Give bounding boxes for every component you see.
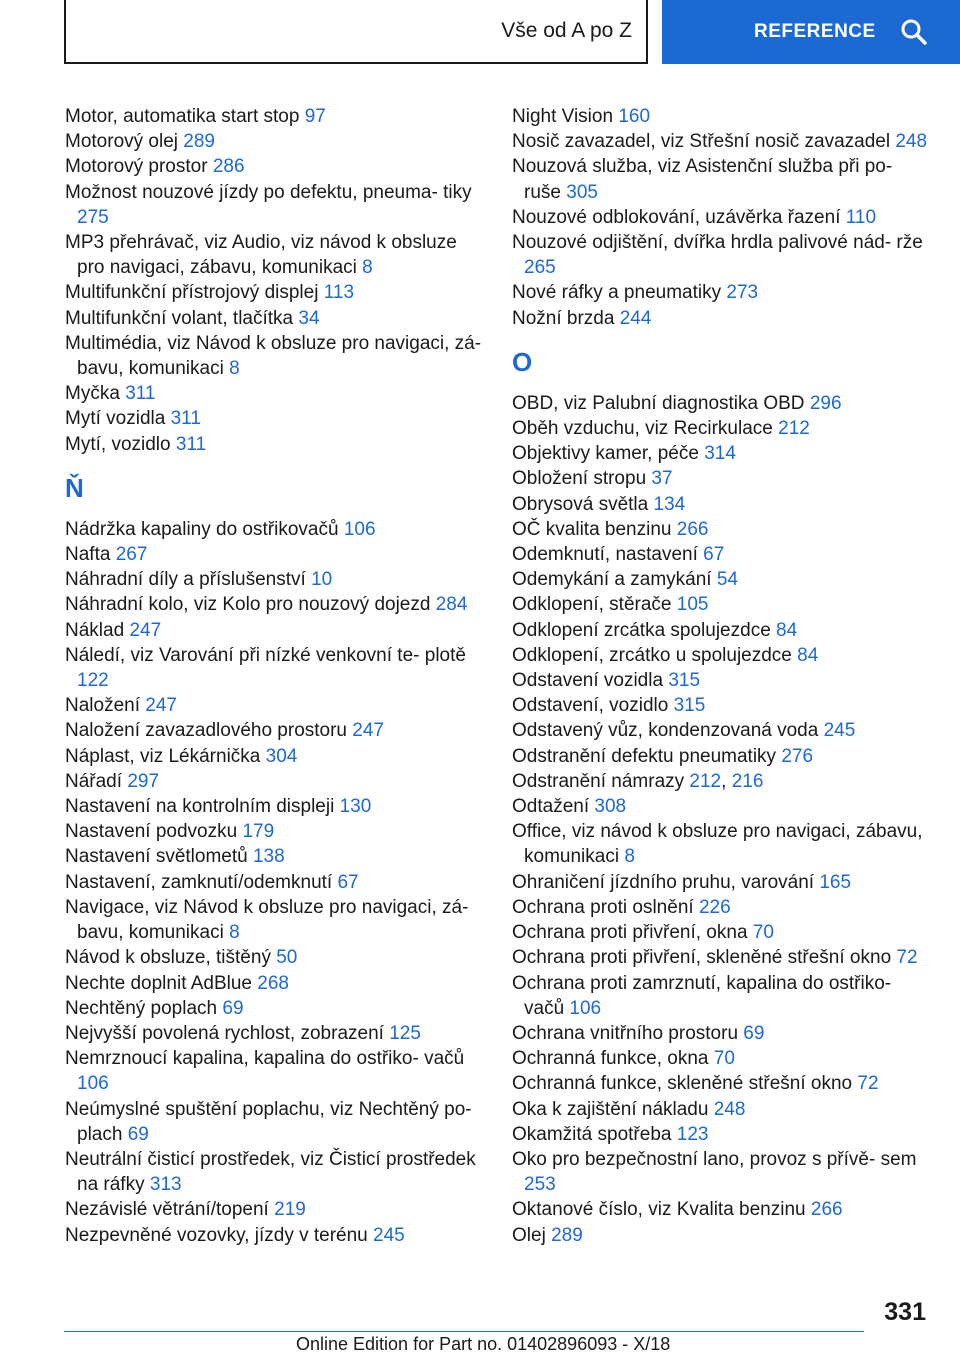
index-letter-heading: Ň: [65, 472, 84, 503]
index-entry: [65, 1021, 485, 1046]
page-reference-link[interactable]: 289: [183, 131, 215, 153]
index-entry-text: Nosič zavazadel, viz Střešní nosič zavazadel: [512, 131, 891, 153]
page-reference-link[interactable]: 84: [776, 619, 798, 641]
page-reference-link[interactable]: 266: [676, 518, 709, 540]
page-reference-link[interactable]: 311: [125, 383, 156, 405]
page-reference-link[interactable]: 179: [242, 821, 275, 843]
index-entry: [512, 744, 932, 769]
page-reference-link[interactable]: 296: [809, 392, 842, 414]
index-entry: [65, 180, 485, 230]
index-entry-text: Ochrana proti přivření, skleněné střešní okno: [512, 947, 892, 969]
page-reference-link[interactable]: 72: [857, 1073, 879, 1095]
index-entry-text: Odemykání a zamykání: [512, 569, 712, 591]
index-entry: [512, 1223, 932, 1248]
index-entry: [65, 1197, 485, 1222]
index-entry-text: Ochrana proti přivření, okna: [512, 922, 748, 944]
index-entry: [512, 870, 932, 895]
index-entry: [65, 1097, 485, 1147]
page-reference-link[interactable]: 69: [222, 997, 244, 1019]
index-entry: [512, 280, 932, 305]
index-entry-text: Náhradní díly a příslušenství: [65, 569, 306, 591]
index-entry: [512, 1071, 932, 1096]
index-entry: [512, 104, 932, 129]
index-entry: [65, 230, 485, 280]
page-reference-link[interactable]: 212: [778, 418, 810, 440]
index-entry-text: Náledí, viz Varování při nízké venkovní te‐ plotě: [65, 644, 466, 666]
page-reference-link[interactable]: 37: [651, 468, 673, 490]
index-entry-text: Multimédia, viz Návod k obsluze pro navigaci, zá‐ bavu, komunikaci: [65, 332, 482, 380]
page-reference-link[interactable]: 69: [743, 1022, 765, 1044]
index-entry: [512, 618, 932, 643]
index-entry-text: Naložení: [65, 695, 140, 717]
page-reference-link[interactable]: 266: [810, 1199, 843, 1221]
page-reference-link[interactable]: 34: [298, 307, 320, 329]
index-entry: [65, 104, 485, 129]
index-entry: [65, 331, 485, 381]
page-reference-link[interactable]: 248: [713, 1098, 746, 1120]
index-entry-text: Nastavení, zamknutí/odemknutí: [65, 871, 333, 893]
footer-edition-text: Online Edition for Part no. 01402896093 - X/18: [296, 1334, 671, 1354]
index-entry-text: MP3 přehrávač, viz Audio, viz návod k obsluze pro navigaci, zábavu, komunikaci: [65, 232, 457, 279]
index-entry-text: Návod k obsluze, tištěný: [65, 947, 271, 969]
page-reference-link[interactable]: 8: [229, 358, 240, 380]
page-reference-link[interactable]: 244: [619, 307, 652, 329]
page-reference-link[interactable]: 105: [676, 594, 709, 616]
index-entry-text: Náklad: [65, 619, 125, 641]
index-entry: [65, 945, 485, 970]
index-entry-text: Objektivy kamer, péče: [512, 443, 699, 465]
page-reference-link[interactable]: 304: [265, 745, 298, 767]
page-reference-link[interactable]: 125: [389, 1022, 421, 1044]
index-entry: [65, 844, 485, 869]
index-entry: [65, 895, 485, 945]
page-reference-link[interactable]: 216: [731, 770, 764, 792]
index-entry: [65, 432, 485, 457]
index-entry: [512, 391, 932, 416]
index-entry-text: Oběh vzduchu, viz Recirkulace: [512, 418, 773, 440]
page-reference-link[interactable]: 248: [895, 131, 928, 153]
index-entry-text: Náhradní kolo, viz Kolo pro nouzový dojezd: [65, 594, 431, 616]
page-reference-link[interactable]: 8: [229, 922, 240, 944]
index-entry: [512, 416, 932, 441]
index-entry: [512, 794, 932, 819]
page-reference-link[interactable]: 160: [618, 106, 651, 127]
page-reference-link[interactable]: 72: [896, 947, 918, 969]
index-entry: [512, 1097, 932, 1122]
index-entry-text: Night Vision: [512, 106, 614, 127]
header-section-title: [64, 0, 648, 64]
index-entry-text: Odemknutí, nastavení: [512, 544, 698, 566]
index-entry: [512, 718, 932, 743]
page-reference-link[interactable]: 265: [524, 257, 556, 279]
index-entry-text: OBD, viz Palubní diagnostika OBD: [512, 392, 805, 414]
page-reference-link[interactable]: 106: [77, 1073, 109, 1095]
index-entry-text: Obložení stropu: [512, 468, 647, 490]
header-reference-tab[interactable]: [662, 0, 960, 64]
index-entry-text: Odstranění námrazy: [512, 770, 685, 792]
index-entry-text: OČ kvalita benzinu: [512, 518, 672, 540]
page-reference-link[interactable]: 134: [653, 493, 686, 515]
index-column-left: [65, 104, 485, 1248]
index-entry-text: Nastavení na kontrolním displeji: [65, 796, 335, 818]
index-entry-text: Odklopení, zrcátko u spolujezdce: [512, 644, 792, 666]
page-reference-link[interactable]: 123: [676, 1123, 709, 1145]
index-entry-text: Neúmyslné spuštění poplachu, viz Nechtěný po‐ plach: [65, 1098, 472, 1145]
index-entry: [65, 693, 485, 718]
index-entry-text: Odstavení vozidla: [512, 670, 664, 692]
index-entry: [512, 517, 932, 542]
page-reference-link[interactable]: 54: [716, 569, 739, 591]
index-entry: [512, 466, 932, 491]
page-reference-link[interactable]: 313: [149, 1174, 182, 1196]
index-entry-text: Možnost nouzové jízdy po defektu, pneuma‐ tiky: [65, 181, 472, 203]
page-reference-link[interactable]: 226: [698, 896, 731, 918]
index-entry: [512, 592, 932, 617]
page-reference-link[interactable]: 314: [704, 443, 736, 465]
page-reference-link[interactable]: 275: [77, 206, 109, 228]
index-entry-text: Nouzová služba, viz Asistenční služba při po‐ ruše: [512, 156, 893, 203]
index-entry: [65, 1046, 485, 1096]
index-entry-text: Multifunkční volant, tlačítka: [65, 307, 294, 329]
index-entry: [512, 441, 932, 466]
index-entry-text: Nemrznoucí kapalina, kapalina do ostřiko‐ vačů: [65, 1048, 465, 1070]
index-entry: [65, 406, 485, 431]
index-entry: [512, 895, 932, 920]
index-entry-text: Odstavení, vozidlo: [512, 695, 669, 717]
index-entry-text: Odklopení, stěrače: [512, 594, 672, 616]
index-entry: [512, 542, 932, 567]
index-entry: [512, 1147, 932, 1197]
index-entry: [512, 129, 932, 154]
page-reference-link[interactable]: 8: [362, 257, 373, 279]
page-reference-link[interactable]: 130: [339, 796, 372, 818]
index-entry-text: Mytí, vozidlo: [65, 433, 171, 455]
page-reference-link[interactable]: 70: [752, 922, 774, 944]
index-entry-text: Olej: [512, 1224, 546, 1246]
index-entry: [65, 744, 485, 769]
index-entry-text: Nové ráfky a pneumatiky: [512, 282, 722, 304]
index-entry: [512, 819, 932, 869]
search-icon[interactable]: [900, 18, 928, 46]
page-reference-link[interactable]: 247: [145, 695, 177, 717]
footer-divider: [64, 1331, 864, 1332]
index-entry-text: Odtažení: [512, 796, 590, 818]
index-letter-heading: O: [512, 346, 533, 377]
page-reference-link[interactable]: 273: [726, 282, 759, 304]
index-entry-text: Myčka: [65, 383, 120, 405]
index-entry-text: Nastavení světlometů: [65, 846, 248, 868]
index-entry-text: Nářadí: [65, 770, 123, 792]
index-entry-text: Nezpevněné vozovky, jízdy v terénu: [65, 1224, 368, 1246]
index-entry-text: Ochrana proti oslnění: [512, 896, 694, 918]
page-reference-link[interactable]: 297: [127, 770, 160, 792]
index-entry-text: Oka k zajištění nákladu: [512, 1098, 709, 1120]
index-entry-text: Mytí vozidla: [65, 408, 166, 430]
index-entry-text: Ochranná funkce, skleněné střešní okno: [512, 1073, 853, 1095]
index-entry: [65, 567, 485, 592]
index-entry: [65, 769, 485, 794]
page-reference-link[interactable]: 67: [337, 871, 359, 893]
page-reference-link[interactable]: 113: [323, 282, 355, 304]
index-entry-text: Odklopení zrcátka spolujezdce: [512, 619, 771, 641]
section-title: Vše od A po Z: [501, 19, 632, 42]
index-entry-text: Nejvyšší povolená rychlost, zobrazení: [65, 1022, 384, 1044]
page-reference-link[interactable]: 315: [673, 695, 706, 717]
index-entry-text: Okamžitá spotřeba: [512, 1123, 672, 1145]
page-reference-link[interactable]: 138: [252, 846, 285, 868]
index-entry: [512, 1046, 932, 1071]
page-reference-link[interactable]: 10: [311, 569, 333, 591]
index-entry: [65, 154, 485, 179]
index-entry: [512, 668, 932, 693]
index-entry-text: Nožní brzda: [512, 307, 615, 329]
index-entry: [65, 643, 485, 693]
index-entry: [65, 819, 485, 844]
index-entry-text: Oktanové číslo, viz Kvalita benzinu: [512, 1199, 806, 1221]
index-entry: [512, 492, 932, 517]
index-entry-text: Multifunkční přístrojový displej: [65, 282, 319, 304]
page-reference-link[interactable]: 122: [77, 670, 109, 692]
page-reference-link[interactable]: 84: [797, 644, 819, 666]
page-reference-link[interactable]: 276: [781, 745, 814, 767]
page-reference-link[interactable]: 315: [668, 670, 701, 692]
index-entry-text: Ochranná funkce, okna: [512, 1048, 709, 1070]
page-reference-link[interactable]: 69: [127, 1123, 149, 1145]
page-reference-link[interactable]: 110: [845, 206, 877, 228]
page-reference-link[interactable]: 286: [212, 156, 245, 178]
index-entry: [512, 205, 932, 230]
index-entry: [512, 230, 932, 280]
index-entry-text: Nechtěný poplach: [65, 997, 218, 1019]
index-entry-text: Motorový prostor: [65, 156, 208, 178]
index-entry-text: Oko pro bezpečnostní lano, provoz s přívě‐ sem: [512, 1148, 917, 1170]
page-reference-link[interactable]: 311: [170, 408, 201, 430]
index-entry: [65, 870, 485, 895]
index-entry-text: Office, viz návod k obsluze pro navigaci, zábavu, komunikaci: [512, 821, 923, 868]
index-entry-text: Motor, automatika start stop: [65, 106, 300, 127]
index-entry-text: Navigace, viz Návod k obsluze pro navigaci, zá‐ bavu, komunikaci: [65, 896, 469, 944]
index-entry: [65, 592, 485, 617]
page-reference-link[interactable]: 247: [129, 619, 162, 641]
index-entry-text: Neutrální čisticí prostředek, viz Čisticí prostředek na ráfky: [65, 1148, 476, 1196]
index-entry: Odstranění námrazy 212, 216: [512, 770, 764, 792]
index-entry: [512, 567, 932, 592]
index-column-right: [512, 104, 932, 1248]
page-reference-link[interactable]: 289: [551, 1224, 583, 1246]
page-reference-link[interactable]: 106: [569, 997, 602, 1019]
index-entry-text: Nafta: [65, 544, 111, 566]
index-entry-text: Odstavený vůz, kondenzovaná voda: [512, 720, 819, 742]
page-reference-link[interactable]: 308: [594, 796, 627, 818]
index-entry-text: Naložení zavazadlového prostoru: [65, 720, 348, 742]
index-entry: [512, 1021, 932, 1046]
reference-label: REFERENCE: [754, 21, 876, 42]
index-entry: [65, 381, 485, 406]
index-entry-text: Ohraničení jízdního pruhu, varování: [512, 871, 815, 893]
page-reference-link[interactable]: 70: [713, 1048, 735, 1070]
index-entry-text: Nouzové odjištění, dvířka hrdla palivové nád‐ rže: [512, 232, 923, 254]
index-entry-text: Náplast, viz Lékárnička: [65, 745, 261, 767]
index-entry: [65, 306, 485, 331]
page-reference-link[interactable]: 305: [566, 181, 598, 203]
index-entry: [512, 693, 932, 718]
index-entry: [512, 306, 932, 331]
page-reference-link[interactable]: 245: [823, 720, 856, 742]
page-reference-link[interactable]: 106: [343, 518, 376, 540]
page-reference-link[interactable]: 245: [373, 1224, 405, 1246]
page-reference-link[interactable]: 284: [435, 594, 468, 616]
index-entry: [512, 154, 932, 204]
index-entry: [512, 920, 932, 945]
page-reference-link[interactable]: 253: [524, 1174, 556, 1196]
index-entry-text: Nezávislé větrání/topení: [65, 1199, 269, 1221]
page-reference-link[interactable]: 212: [689, 770, 722, 792]
index-entry: [65, 1223, 485, 1248]
page-reference-link[interactable]: 8: [624, 846, 635, 868]
index-entry: [65, 718, 485, 743]
index-entry: [512, 1197, 932, 1222]
index-entry-text: Nechte doplnit AdBlue: [65, 972, 252, 994]
index-entry: [65, 971, 485, 996]
page-reference-link[interactable]: 50: [276, 947, 298, 969]
index-entry-text: Obrysová světla: [512, 493, 649, 515]
index-entry: [65, 618, 485, 643]
page-number: 331: [884, 1298, 926, 1326]
index-entry-text: Motorový olej: [65, 131, 178, 153]
index-entry: [512, 643, 932, 668]
page-reference-link[interactable]: 311: [175, 433, 207, 455]
page-reference-link[interactable]: 247: [352, 720, 384, 742]
page-reference-link[interactable]: 67: [703, 544, 725, 566]
page-reference-link[interactable]: 267: [115, 544, 148, 566]
page-reference-link[interactable]: 165: [819, 871, 852, 893]
index-entry: [512, 945, 932, 970]
index-entry-text: Ochrana vnitřního prostoru: [512, 1022, 739, 1044]
index-entry: [65, 542, 485, 567]
index-entry-text: Nouzové odblokování, uzávěrka řazení: [512, 206, 841, 228]
page-reference-link[interactable]: 268: [257, 972, 289, 994]
index-entry: [512, 1122, 932, 1147]
page-reference-link[interactable]: 219: [274, 1199, 306, 1221]
index-entry-text: Odstranění defektu pneumatiky: [512, 745, 777, 767]
index-entry-text: Nádržka kapaliny do ostřikovačů: [65, 518, 339, 540]
page-reference-link[interactable]: 97: [304, 106, 326, 127]
index-entry: [65, 280, 485, 305]
index-entry: [512, 971, 932, 1021]
index-entry: [65, 794, 485, 819]
index-entry-text: Nastavení podvozku: [65, 821, 238, 843]
index-entry: [65, 517, 485, 542]
index-entry: [65, 129, 485, 154]
index-entry: [65, 996, 485, 1021]
index-entry-text: Ochrana proti zamrznutí, kapalina do ostřiko‐ vačů: [512, 972, 892, 1019]
index-entry: [65, 1147, 485, 1197]
